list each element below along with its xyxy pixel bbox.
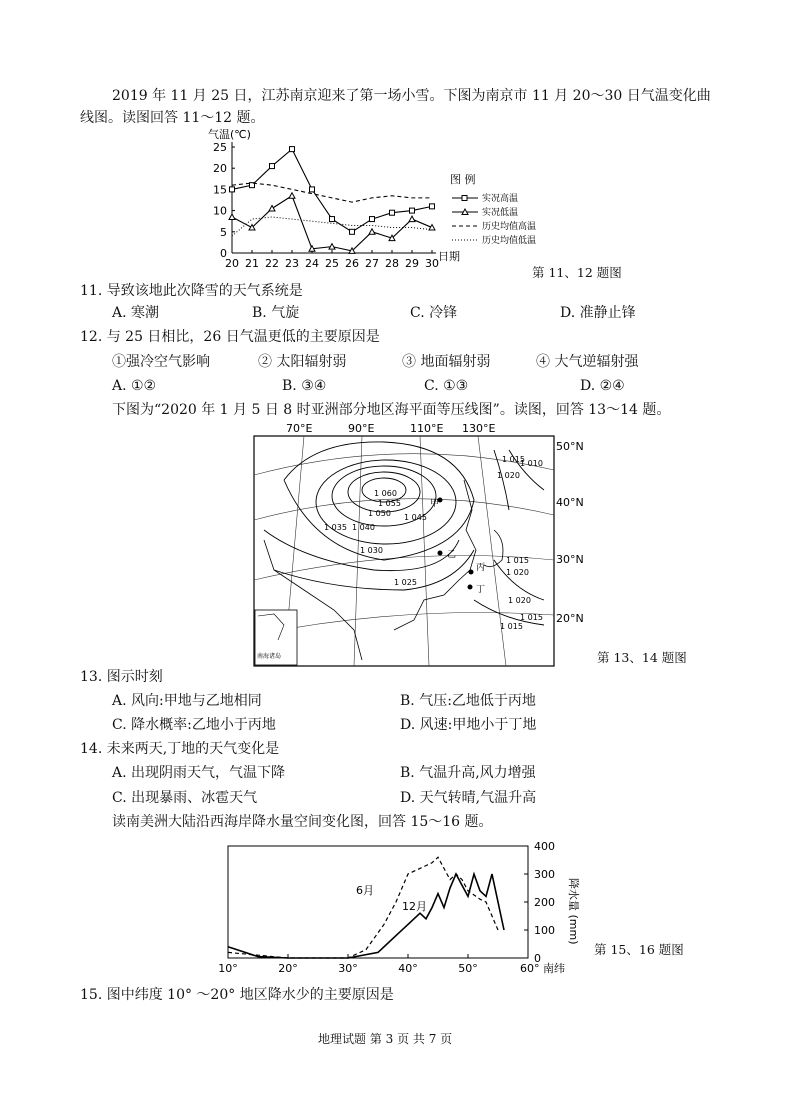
isobar-label-1035: 1 035 <box>324 523 347 532</box>
chart2-label-june: 6月 <box>356 884 374 897</box>
chart1-xtick-label: 23 <box>285 257 299 270</box>
q11-stem: 11. 导致该地此次降雪的天气系统是 <box>80 283 303 299</box>
isobar-label-1020c: 1 020 <box>508 596 531 605</box>
legend-label: 实况高温 <box>482 194 519 204</box>
temperature-chart <box>200 128 560 276</box>
q12-item-1: ①强冷空气影响 <box>112 354 210 370</box>
chart2-xtick-label: 50° <box>458 962 478 975</box>
chart1-point-high <box>430 204 435 209</box>
precipitation-chart <box>214 838 594 978</box>
chart1-xtick-label: 27 <box>365 257 379 270</box>
chart1-point-low <box>269 205 275 211</box>
q13-stem: 13. 图示时刻 <box>80 669 163 685</box>
chart2-caption: 第 15、16 题图 <box>594 942 684 957</box>
chart2-xtick-label: 10° <box>218 962 238 975</box>
isobar-lines <box>264 442 544 625</box>
lon-label-130: 130°E <box>462 422 496 435</box>
chart2-frame <box>228 846 528 958</box>
q14-option-a[interactable]: A. 出现阴雨天气，气温下降 <box>112 765 286 781</box>
chart1-point-high <box>330 217 335 222</box>
q11-option-a[interactable]: A. 寒潮 <box>112 305 160 321</box>
chart1-point-low <box>229 214 235 220</box>
chart1-point-high <box>370 217 375 222</box>
chart1-point-low <box>289 193 295 199</box>
chart1-xlabel: 日期 <box>438 250 460 263</box>
q11-option-d[interactable]: D. 准静止锋 <box>560 305 636 321</box>
chart2-xtick-label: 20° <box>278 962 298 975</box>
place-yi-dot <box>438 551 443 556</box>
isobar-label-1015c: 1 015 <box>520 613 543 622</box>
chart2-series-line <box>228 857 498 958</box>
q12-option-d[interactable]: D. ②④ <box>580 378 625 394</box>
chart1-xtick-label: 22 <box>265 257 279 270</box>
place-ding: 丁 <box>476 585 486 595</box>
chart1-legend <box>452 192 536 246</box>
chart1-xtick-label: 24 <box>305 257 319 270</box>
chart1-point-high <box>230 187 235 192</box>
isobar-label-1055: 1 055 <box>378 499 401 508</box>
isobar-label-1020a: 1 020 <box>497 471 520 480</box>
isobar-label-1010: 1 010 <box>520 459 543 468</box>
chart2-ytick-label: 0 <box>534 952 541 965</box>
chart1-ytick-label: 25 <box>213 141 227 154</box>
intro-q15-16: 读南美洲大陆沿西海岸降水量空间变化图，回答 15～16 题。 <box>112 814 493 830</box>
chart1-caption: 第 11、12 题图 <box>532 265 622 280</box>
lat-label-20: 20°N <box>556 612 584 625</box>
q12-option-c[interactable]: C. ①③ <box>424 378 469 394</box>
q14-stem: 14. 未来两天,丁地的天气变化是 <box>80 741 280 757</box>
place-bing: 丙 <box>476 563 486 573</box>
lon-label-90: 90°E <box>348 422 375 435</box>
q12-item-4: ④ 大气逆辐射强 <box>536 354 639 370</box>
isobar-label-1030: 1 030 <box>360 546 383 555</box>
legend-label: 历史均值低温 <box>482 236 537 246</box>
chart1-point-high <box>310 187 315 192</box>
chart1-xtick-label: 29 <box>405 257 419 270</box>
legend-label: 历史均值高温 <box>482 222 537 232</box>
isobar-label-1015b: 1 015 <box>506 556 529 565</box>
q13-option-d[interactable]: D. 风速:甲地小于丁地 <box>400 717 537 733</box>
chart1-point-high <box>410 208 415 213</box>
isobar-map <box>244 420 604 670</box>
q12-option-a[interactable]: A. ①② <box>112 378 157 394</box>
isobar-label-1015d: 1 015 <box>500 622 523 631</box>
chart2-ytick-label: 200 <box>534 896 555 909</box>
isobar-label-1015a: 1 015 <box>502 455 525 464</box>
chart1-xtick-label: 30 <box>425 257 439 270</box>
chart2-ytick-label: 300 <box>534 868 555 881</box>
q14-option-d[interactable]: D. 天气转晴,气温升高 <box>400 790 537 806</box>
chart1-point-high <box>290 147 295 152</box>
chart1-ytick-label: 5 <box>220 225 227 239</box>
inset-label: 南海诸岛 <box>257 653 282 660</box>
chart1-ytick-label: 0 <box>220 247 227 260</box>
lon-label-110: 110°E <box>410 422 444 435</box>
isobar-label-1020b: 1 020 <box>506 568 529 577</box>
q11-option-c[interactable]: C. 冷锋 <box>410 305 458 321</box>
legend-marker <box>462 196 467 201</box>
q13-option-c[interactable]: C. 降水概率:乙地小于丙地 <box>112 717 276 733</box>
chart1-point-high <box>350 229 355 234</box>
place-bing-dot <box>469 570 474 575</box>
lon-label-70: 70°E <box>286 422 313 435</box>
place-ding-dot <box>468 585 473 590</box>
map-caption: 第 13、14 题图 <box>597 650 687 665</box>
page-footer: 地理试题 第 3 页 共 7 页 <box>318 1032 453 1046</box>
chart1-xtick-label: 21 <box>245 257 259 270</box>
chart1-ytick-label: 10 <box>213 204 227 218</box>
isobar-label-1045: 1 045 <box>404 513 427 522</box>
isobar-label-1050: 1 050 <box>368 509 391 518</box>
chart2-xtick-label: 60° 南纬 <box>520 962 565 975</box>
place-yi: 乙 <box>447 550 457 560</box>
q12-item-2: ② 太阳辐射弱 <box>258 354 347 370</box>
q12-stem: 12. 与 25 日相比，26 日气温更低的主要原因是 <box>80 329 380 345</box>
q12-item-3: ③ 地面辐射弱 <box>402 354 491 370</box>
isobar-label-1025: 1 025 <box>394 578 417 587</box>
chart2-ytick-label: 100 <box>534 924 555 937</box>
chart1-ytick-label: 15 <box>213 183 227 197</box>
chart1-xtick-label: 25 <box>325 257 339 270</box>
lat-label-30: 30°N <box>556 553 584 566</box>
lat-label-50: 50°N <box>556 440 584 453</box>
place-jia: 甲 <box>430 499 440 509</box>
chart1-xtick-label: 28 <box>385 257 399 270</box>
chart1-point-high <box>270 164 275 169</box>
intro-line2: 线图。读图回答 11～12 题。 <box>80 110 265 126</box>
q11-option-b[interactable]: B. 气旋 <box>252 305 300 321</box>
chart2-ylabel: 降水量 (mm) <box>567 878 580 945</box>
chart2-xtick-label: 40° <box>398 962 418 975</box>
intro-line1: 2019 年 11 月 25 日，江苏南京迎来了第一场小雪。下图为南京市 11 月 20～30 日气温变化曲 <box>112 88 711 104</box>
chart1-point-low <box>409 216 415 222</box>
chart1-xtick-label: 26 <box>345 257 359 270</box>
chart2-label-dec: 12月 <box>402 900 427 913</box>
intro-q13-14: 下图为“2020 年 1 月 5 日 8 时亚洲部分地区海平面等压线图”。读图，回答 13～14 题。 <box>112 402 671 418</box>
lat-label-40: 40°N <box>556 496 584 509</box>
chart1-point-low <box>369 229 375 235</box>
chart1-series-line <box>232 183 432 202</box>
q14-option-b[interactable]: B. 气温升高,风力增强 <box>400 765 536 781</box>
legend-label: 实况低温 <box>482 208 519 218</box>
isobar-label-1060: 1 060 <box>374 489 397 498</box>
chart1-ylabel: 气温(℃) <box>208 128 251 141</box>
isobar-label-1040: 1 040 <box>352 523 375 532</box>
chart2-xtick-label: 30° <box>338 962 358 975</box>
q15-stem: 15. 图中纬度 10° ～20° 地区降水少的主要原因是 <box>80 987 394 1003</box>
q13-option-a[interactable]: A. 风向:甲地与乙地相同 <box>112 693 262 709</box>
chart1-ytick-label: 20 <box>213 162 227 176</box>
chart1-point-high <box>390 210 395 215</box>
q13-option-b[interactable]: B. 气压:乙地低于丙地 <box>400 693 536 709</box>
legend-title: 图 例 <box>450 173 476 186</box>
q12-option-b[interactable]: B. ③④ <box>282 378 327 394</box>
chart2-ytick-label: 400 <box>534 840 555 853</box>
chart1-xtick-label: 20 <box>225 257 239 270</box>
q14-option-c[interactable]: C. 出现暴雨、冰雹天气 <box>112 790 258 806</box>
